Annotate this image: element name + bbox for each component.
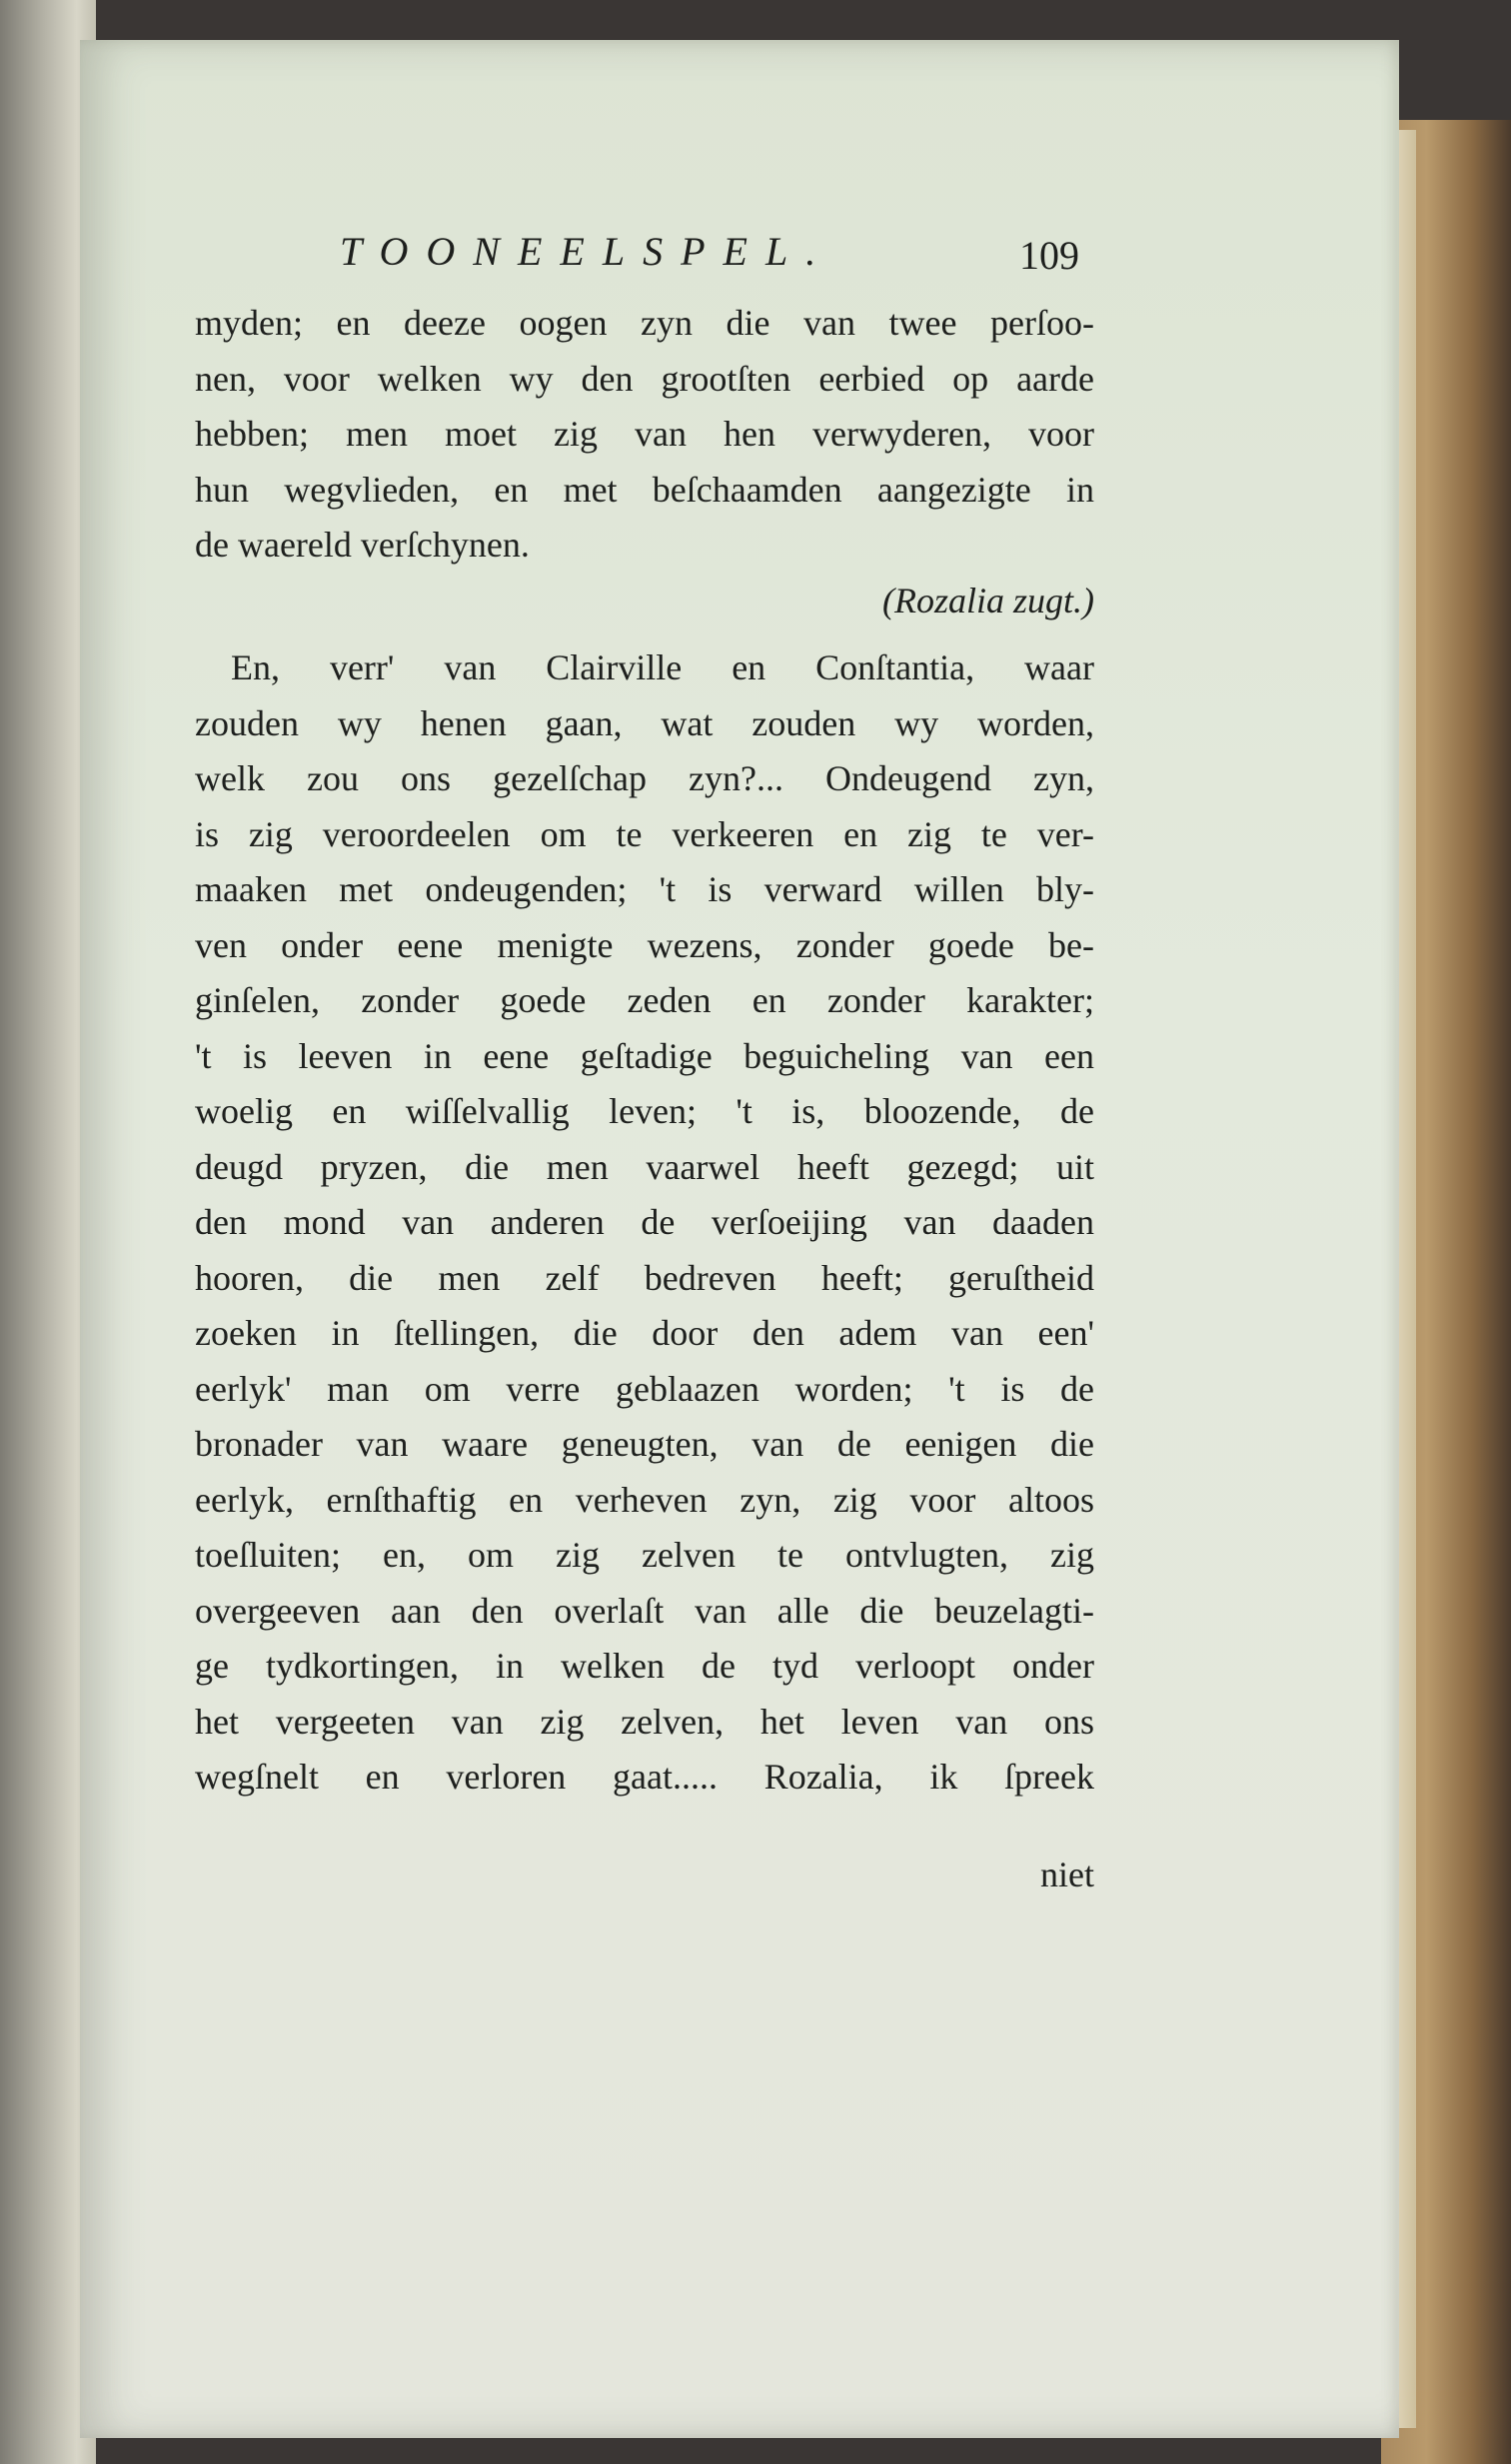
- text-line: welk zou ons gezelſchap zyn?... Ondeugend zyn,: [195, 758, 1094, 798]
- text-line: 't is leeven in eene geſtadige beguicheling van een: [195, 1035, 1094, 1076]
- text-line: bronader van waare geneugten, van de eenigen die: [195, 1424, 1094, 1464]
- text-line: woelig en wiſſelvallig leven; 't is, bloozende, de: [195, 1091, 1094, 1131]
- text-line: den mond van anderen de verſoeijing van daaden: [195, 1202, 1094, 1242]
- text-line: de waereld verſchynen.: [195, 525, 530, 565]
- text-line: eerlyk, ernſthaftig en verheven zyn, zig voor altoos: [195, 1479, 1094, 1520]
- stage-direction: (Rozalia zugt.): [882, 580, 1094, 620]
- text-line: wegſnelt en verloren gaat..... Rozalia, ik ſpreek: [195, 1757, 1094, 1797]
- text-line: ginſelen, zonder goede zeden en zonder karakter;: [195, 980, 1094, 1020]
- text-line: is zig veroordeelen om te verkeeren en zig te ver-: [195, 813, 1094, 854]
- paragraph-gap: [195, 628, 1094, 640]
- text-line: eerlyk' man om verre geblaazen worden; 't is de: [195, 1368, 1094, 1409]
- text-line: zoeken in ſtellingen, die door den adem van een': [195, 1313, 1094, 1353]
- text-line: ge tydkortingen, in welken de tyd verloopt onder: [195, 1646, 1094, 1686]
- text-line: nen, voor welken wy den grootſten eerbied op aarde: [195, 358, 1094, 399]
- text-line: En, verr' van Clairville en Conſtantia, waar: [231, 647, 1094, 687]
- page-number: 109: [1019, 233, 1079, 278]
- text-line: deugd pryzen, die men vaarwel heeft gezegd; uit: [195, 1146, 1094, 1187]
- text-line: myden; en deeze oogen zyn die van twee perſoo-: [195, 303, 1094, 343]
- text-line: het vergeeten van zig zelven, het leven van ons: [195, 1701, 1094, 1742]
- text-line: hun wegvlieden, en met beſchaamden aangezigte in: [195, 469, 1094, 510]
- body-text: [195, 296, 1094, 1806]
- text-line: hebben; men moet zig van hen verwyderen, voor: [195, 414, 1094, 454]
- text-line: maaken met ondeugenden; 't is verward willen bly-: [195, 869, 1094, 909]
- running-title: TOONEELSPEL.: [340, 229, 834, 274]
- running-head: [340, 228, 1079, 284]
- catchword: niet: [1040, 1854, 1094, 1894]
- text-line: hooren, die men zelf bedreven heeft; geruſtheid: [195, 1257, 1094, 1298]
- text-line: toeſluiten; en, om zig zelven te ontvlugten, zig: [195, 1535, 1094, 1575]
- text-line: overgeeven aan den overlaſt van alle die beuzelagti-: [195, 1590, 1094, 1631]
- text-line: ven onder eene menigte wezens, zonder goede be-: [195, 924, 1094, 965]
- text-line: zouden wy henen gaan, wat zouden wy worden,: [195, 702, 1094, 743]
